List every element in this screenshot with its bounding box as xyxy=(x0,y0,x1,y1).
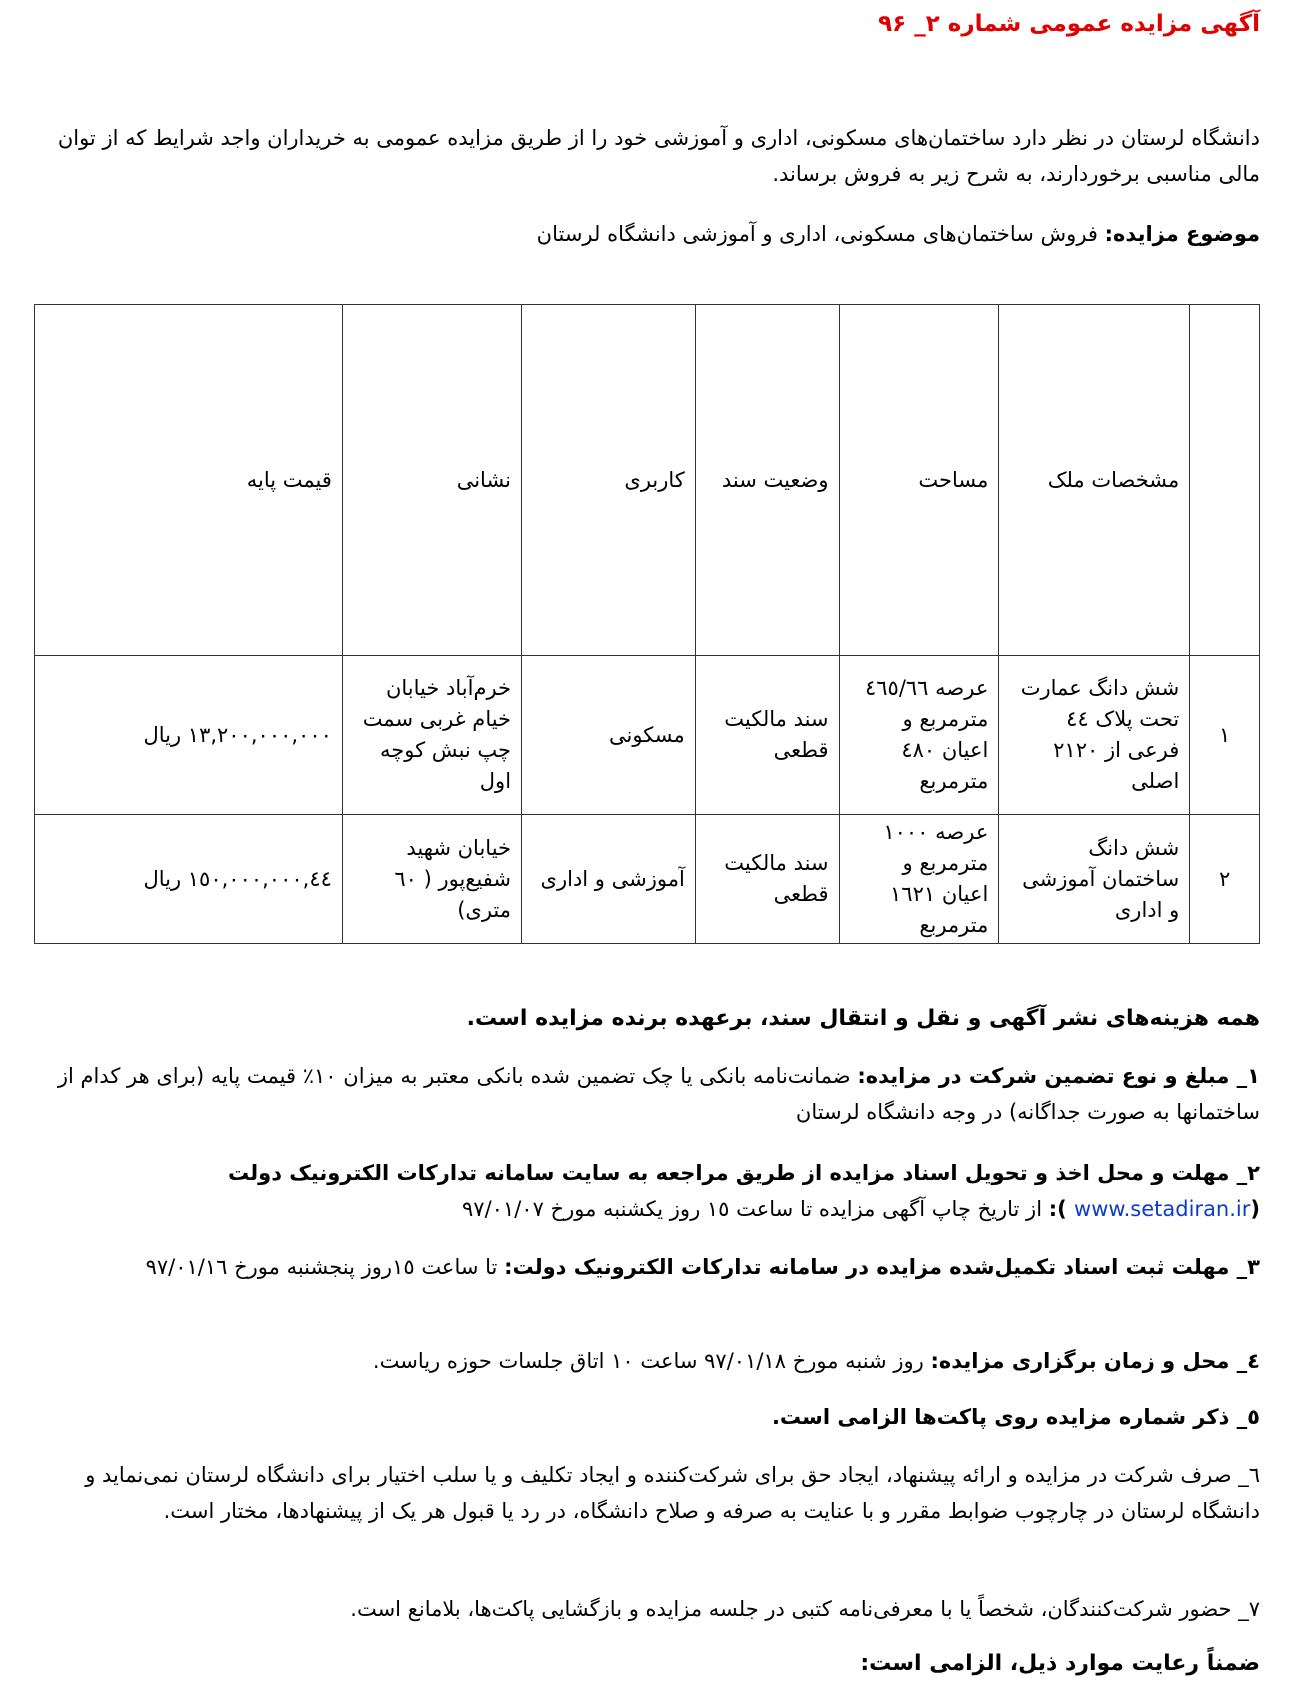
cell-property: شش دانگ ساختمان آموزشی و اداری xyxy=(999,815,1190,944)
item-submission-text: تا ساعت ۱٥روز پنجشنبه مورخ ۹۷/۰۱/۱٦ xyxy=(145,1255,505,1279)
item-attendance: ۷_ حضور شرکت‌کنندگان، شخصاً یا با معرفی‌نامه کتبی در جلسه مزایده و بازگشایی پاکت‌ها، بلامانع است. xyxy=(350,1597,1260,1621)
item-envelope-number xyxy=(35,1399,1260,1435)
table-row xyxy=(35,815,1260,944)
cell-address: خرم‌آباد خیابان خیام غربی سمت چپ نبش کوچه اول xyxy=(342,656,521,815)
item-guarantee-label: ۱_ مبلغ و نوع تضمین شرکت در مزایده: xyxy=(857,1064,1260,1088)
cell-deed: سند مالکیت قطعی xyxy=(695,815,839,944)
auction-subject xyxy=(35,216,1260,252)
cell-property: شش دانگ عمارت تحت پلاک ٤٤ فرعی از ۲۱۲۰ اصلی xyxy=(999,656,1190,815)
cell-area: عرصه ۱۰۰۰ مترمربع و اعیان ۱٦۲۱ مترمربع xyxy=(839,815,999,944)
header-deed: وضعیت سند xyxy=(695,305,839,656)
header-property: مشخصات ملک xyxy=(999,305,1190,656)
item-guarantee xyxy=(35,1058,1260,1130)
costs-note: همه هزینه‌های نشر آگهی و نقل و انتقال سند، برعهده برنده مزایده است. xyxy=(466,1006,1260,1031)
item-requirements-heading: ضمناً رعایت موارد ذیل، الزامی است: xyxy=(860,1651,1260,1676)
cell-address: خیابان شهید شفیع‌پور ( ٦۰ متری) xyxy=(342,815,521,944)
header-price: قیمت پایه xyxy=(35,305,343,656)
header-address: نشانی xyxy=(342,305,521,656)
item-envelope-label: ٥_ ذکر شماره مزایده روی پاکت‌ها الزامی است. xyxy=(771,1405,1260,1429)
table-row xyxy=(35,656,1260,815)
item-documents-deadline xyxy=(35,1155,1260,1227)
page-title: آگهی مزایده عمومی شماره ۲_ ۹۶ xyxy=(878,11,1260,37)
item-documents-label-end: ): xyxy=(1048,1197,1075,1221)
item-documents-label: ۲_ مهلت و محل اخذ و تحویل اسناد مزایده از طریق مراجعه به سایت سامانه تدارکات الکترونیک دولت ( xyxy=(228,1161,1260,1221)
cell-price: ۱۳,۲۰۰,۰۰۰,۰۰۰ ریال xyxy=(35,656,343,815)
table-header-row xyxy=(35,305,1260,656)
cell-price: ٤٤,۱٥۰,۰۰۰,۰۰۰ ریال xyxy=(35,815,343,944)
properties-table xyxy=(34,304,1260,944)
header-num xyxy=(1190,305,1260,656)
cell-usage: مسکونی xyxy=(522,656,696,815)
item-submission-deadline xyxy=(35,1249,1260,1285)
item-venue-label: ٤_ محل و زمان برگزاری مزایده: xyxy=(930,1349,1260,1373)
item-auction-venue xyxy=(35,1343,1260,1379)
item-guarantee-text: ضمانت‌نامه بانکی یا چک تضمین شده بانکی معتبر به میزان ۱۰٪ قیمت پایه (برای هر کدام از ساختمانها به صورت جداگانه) در وجه دانشگاه لرستان xyxy=(57,1064,1260,1124)
item-rights-clause: ٦_ صرف شرکت در مزایده و ارائه پیشنهاد، ایجاد حق برای شرکت‌کننده و ایجاد تکلیف و یا سلب اختیار برای دانشگاه لرستان نمی‌نماید و دانشگاه لرستان در چارچوب ضوابط مقرر و با عنایت به صرفه و صلاح دانشگاه، در رد یا قبول هر یک از پیشنهادها، مختار است. xyxy=(85,1463,1260,1523)
auction-subject-label: موضوع مزایده: xyxy=(1104,222,1260,246)
header-area: مساحت xyxy=(839,305,999,656)
header-usage: کاربری xyxy=(522,305,696,656)
item-venue-text: روز شنبه مورخ ۹۷/۰۱/۱۸ ساعت ۱۰ اتاق جلسات حوزه ریاست. xyxy=(372,1349,931,1373)
auction-subject-text: فروش ساختمان‌های مسکونی، اداری و آموزشی دانشگاه لرستان xyxy=(536,222,1105,246)
intro-paragraph: دانشگاه لرستان در نظر دارد ساختمان‌های مسکونی، اداری و آموزشی خود را از طریق مزایده عمومی به خریداران واجد شرایط که از توان مالی مناسبی برخوردارند، به شرح زیر به فروش برساند. xyxy=(57,126,1260,186)
cell-usage: آموزشی و اداری xyxy=(522,815,696,944)
cell-num: ۱ xyxy=(1190,656,1260,815)
setadiran-link[interactable]: www.setadiran.ir xyxy=(1074,1197,1251,1221)
item-submission-label: ۳_ مهلت ثبت اسناد تکمیل‌شده مزایده در سامانه تدارکات الکترونیک دولت: xyxy=(504,1255,1260,1279)
cell-area: عرصه ٤٦٥/٦٦ مترمربع و اعیان ٤۸۰ مترمربع xyxy=(839,656,999,815)
item-documents-text: از تاریخ چاپ آگهی مزایده تا ساعت ۱٥ روز یکشنبه مورخ ۹۷/۰۱/۰۷ xyxy=(462,1197,1049,1221)
cell-deed: سند مالکیت قطعی xyxy=(695,656,839,815)
cell-num: ۲ xyxy=(1190,815,1260,944)
